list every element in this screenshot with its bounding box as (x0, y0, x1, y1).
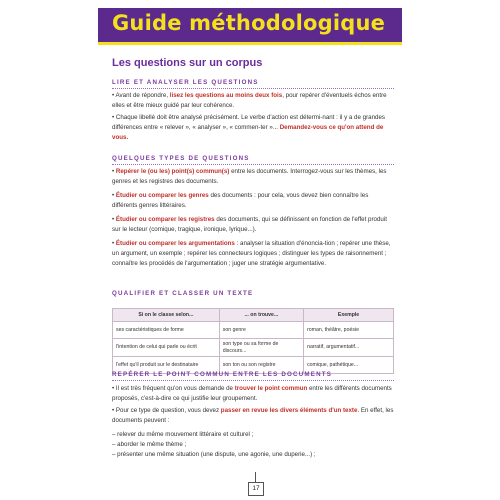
text: des documents : pour cela, vous devez bien connaître les différents genres littéraires. (112, 192, 369, 209)
highlight-text: Étudier ou comparer les genres (115, 192, 209, 199)
column-header: ... on trouve... (219, 309, 303, 322)
highlight-text: Étudier ou comparer les argumentations (115, 240, 235, 247)
section-divider (112, 380, 394, 381)
highlight-text: trouver le point commun (234, 385, 308, 392)
text: • Chaque libellé doit être analysé précisément. Le verbe d'action est détermi-nant : il y a de grandes différences entre « relever », « analyser », « commen-ter »... (112, 114, 386, 131)
text: • Il est très fréquent qu'on vous demande de (112, 385, 235, 392)
highlight-text: lisez les questions au moins deux fois (169, 92, 283, 99)
column-header: Si on le classe selon... (113, 309, 220, 322)
title-banner (98, 8, 402, 45)
section-heading-types: QUELQUES TYPES DE QUESTIONS (112, 155, 250, 162)
page-number-bar (255, 472, 256, 482)
highlight-text: Étudier ou comparer les registres (115, 216, 215, 223)
table-cell: narratif, argumentatif... (304, 339, 394, 357)
section-heading-reperer: REPÉRER LE POINT COMMUN ENTRE LES DOCUMENTS (112, 371, 333, 378)
section-divider (112, 164, 394, 165)
classification-table (112, 308, 394, 374)
text: , pour repérer d'éventuels échos entre elles et être mieux guidé par leur cohérence. (112, 92, 387, 109)
table-cell: son ton ou son registre (219, 357, 303, 374)
list-item: – présenter une même situation (une dispute, une agonie, une duperie...) ; (112, 451, 316, 458)
text: entre les documents. Interrogez-vous sur les thèmes, les genres et les registres des documents. (112, 168, 387, 185)
paragraph-lire-2 (112, 113, 394, 143)
text: : analyser la situation d'énoncia-tion ; repérer une thèse, un argument, un exemple ; repérer les connecteurs logiques ; distinguer les types de raisonnement ; connaître les procédés de l'argumentation ; juger une stratégie argumentative. (112, 240, 391, 267)
section-divider (112, 88, 394, 89)
table-cell: comique, pathétique... (304, 357, 394, 374)
text: des documents, qui se définissent en fonction de l'effet produit sur le lecteur (comique, tragique, ironique, lyrique...). (112, 216, 387, 233)
table-cell: son genre (219, 322, 303, 339)
text: • Avant de répondre, (112, 92, 170, 99)
table-cell: son type ou sa forme de discours... (219, 339, 303, 357)
table-cell: l'effet qu'il produit sur le destinataire (113, 357, 220, 374)
text: . En effet, les documents peuvent : (112, 407, 394, 424)
text: • Pour ce type de question, vous devez (112, 407, 221, 414)
table-header-row (113, 309, 394, 322)
table-row (113, 339, 394, 357)
type-item-3: • Étudier ou comparer les registres des documents, qui se définissent en fonction de l'effet produit sur le lecteur (comique, tragique, ironique, lyrique...). (112, 216, 387, 233)
type-item-1: • Repérer le (ou les) point(s) commun(s) entre les documents. Interrogez-vous sur les thèmes, les genres et les registres des documents. (112, 168, 387, 185)
highlight-text: Demandez-vous ce qu'on attend de vous. (112, 124, 384, 141)
table-cell: ses caractéristiques de forme (113, 322, 220, 339)
list-item: – relever du même mouvement littéraire et culturel ; (112, 431, 254, 438)
table-cell: l'intention de celui qui parle ou écrit (113, 339, 220, 357)
page-number: 17 (248, 482, 264, 496)
list-item: – aborder le même thème ; (112, 441, 187, 448)
column-header: Exemple (304, 309, 394, 322)
type-item-4: • Étudier ou comparer les argumentations : analyser la situation d'énoncia-tion ; repérer une thèse, un argument, un exemple ; repérer les connecteurs logiques ; distinguer les types de raisonnement ; connaître les procédés de l'argumentation ; juger une stratégie argumentative. (112, 240, 391, 267)
section-heading-qualifier: QUALIFIER ET CLASSER UN TEXTE (112, 290, 254, 297)
paragraph-reperer-2 (112, 406, 394, 426)
type-item-2: • Étudier ou comparer les genres des documents : pour cela, vous devez bien connaître les différents genres littéraires. (112, 192, 369, 209)
table-row (113, 322, 394, 339)
highlight-text: passer en revue les divers éléments d'un texte (220, 407, 358, 414)
text: entre les différents documents proposés, c'est-à-dire ce qui justifie leur groupement. (112, 385, 392, 402)
highlight-text: Repérer le (ou les) point(s) commun(s) (115, 168, 230, 175)
paragraph-reperer-1 (112, 384, 394, 404)
paragraph-lire-1 (112, 91, 394, 111)
page-subtitle: Les questions sur un corpus (112, 57, 263, 69)
table-cell: roman, théâtre, poésie (304, 322, 394, 339)
banner-title: Guide méthodologique (112, 11, 386, 35)
section-heading-lire: LIRE ET ANALYSER LES QUESTIONS (112, 79, 259, 86)
document-page (98, 0, 402, 500)
